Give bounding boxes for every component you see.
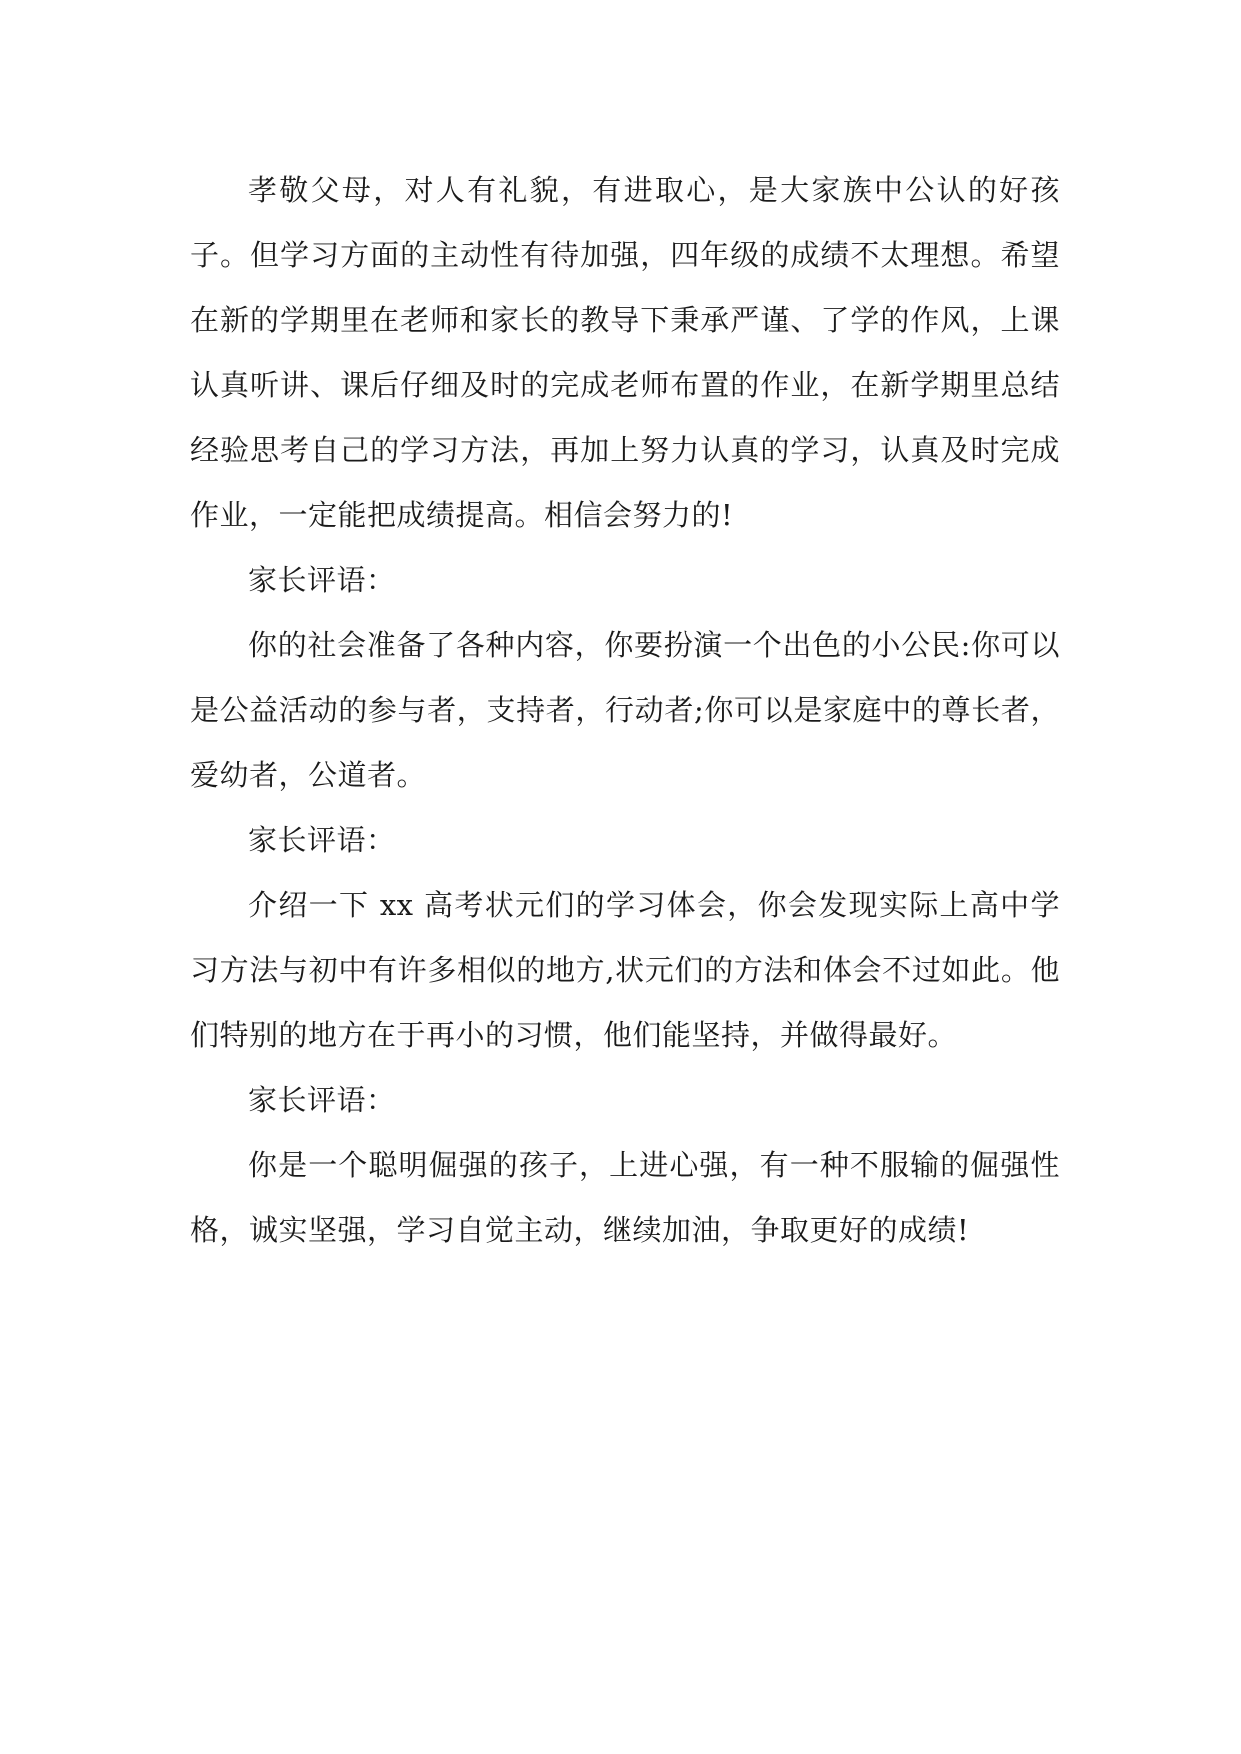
paragraph-study-method-comment: 介绍一下 xx 高考状元们的学习体会，你会发现实际上高中学习方法与初中有许多相似的地方,状元们的方法和体会不过如此。他们特别的地方在于再小的习惯，他们能坚持，并做得最好。 <box>190 888 1060 1052</box>
paragraph-encouragement-comment: 你是一个聪明倔强的孩子，上进心强，有一种不服输的倔强性格，诚实坚强，学习自觉主动，继续加油，争取更好的成绩! <box>190 1148 1060 1247</box>
document-body <box>190 158 1060 1263</box>
parent-comment-heading: 家长评语： <box>248 1083 396 1117</box>
parent-comment-heading: 家长评语： <box>248 563 396 597</box>
paragraph-citizen-comment: 你的社会准备了各种内容，你要扮演一个出色的小公民:你可以是公益活动的参与者，支持者，行动者;你可以是家庭中的尊长者，爱幼者，公道者。 <box>190 628 1060 792</box>
paragraph-student-comment: 孝敬父母，对人有礼貌，有进取心，是大家族中公认的好孩子。但学习方面的主动性有待加强，四年级的成绩不太理想。希望在新的学期里在老师和家长的教导下秉承严谨、了学的作风，上课认真听讲、课后仔细及时的完成老师布置的作业，在新学期里总结经验思考自己的学习方法，再加上努力认真的学习，认真及时完成作业，一定能把成绩提高。相信会努力的! <box>190 173 1060 532</box>
parent-comment-heading: 家长评语： <box>248 823 396 857</box>
